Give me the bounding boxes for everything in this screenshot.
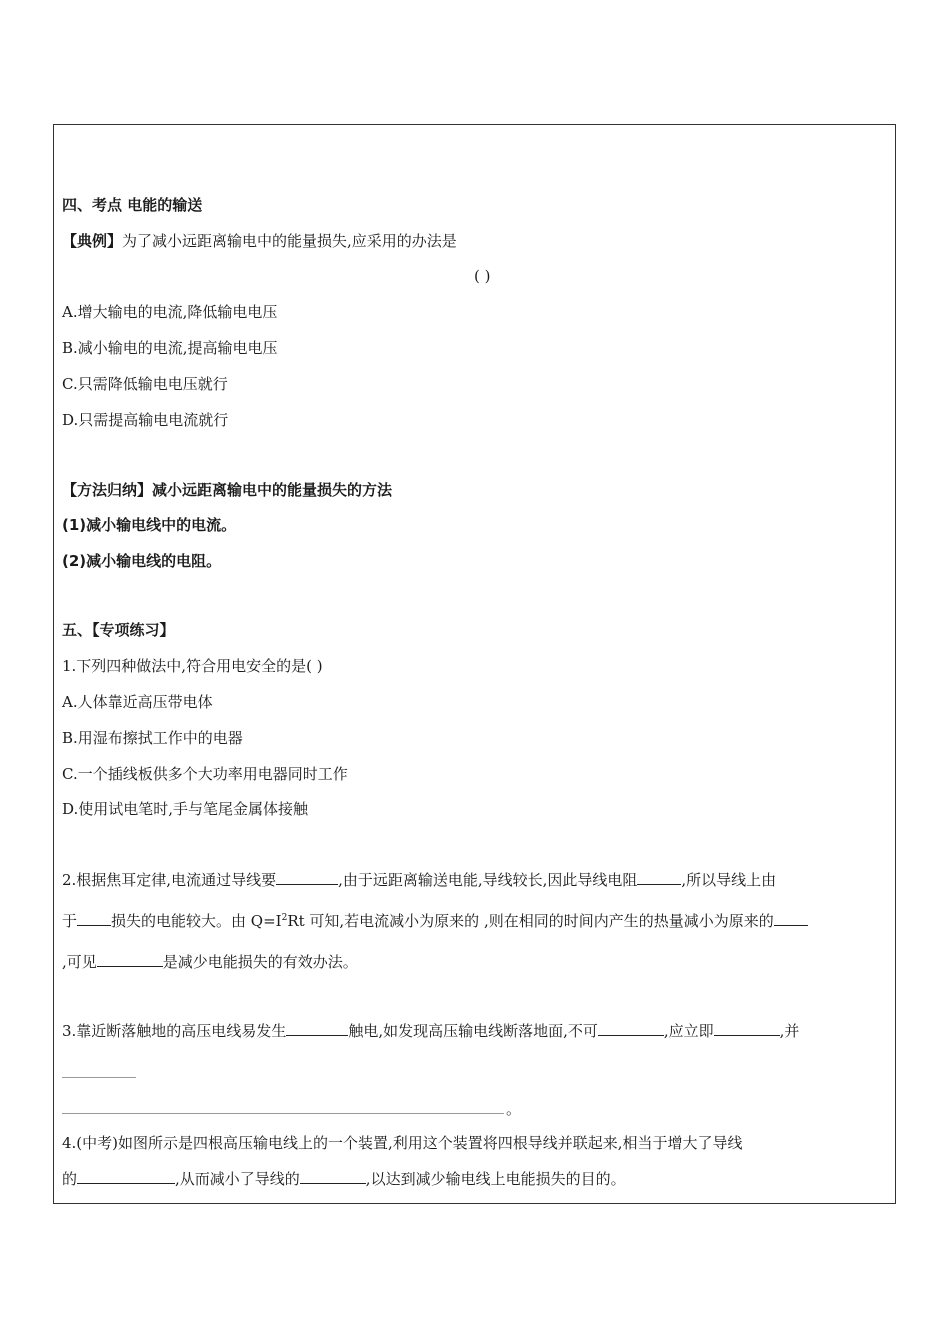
q4-blank-1[interactable] <box>77 1168 175 1184</box>
method-title: 【方法归纳】减小远距离输电中的能量损失的方法 <box>62 481 393 499</box>
option-a: A.增大输电的电流,降低输电电压 <box>62 303 278 321</box>
q3-blank-1[interactable] <box>286 1020 348 1036</box>
q4-blank-2[interactable] <box>300 1168 366 1184</box>
section4-heading: 四、考点 电能的输送 <box>62 196 203 214</box>
q2-blank-5[interactable] <box>97 951 163 967</box>
option-d: D.只需提高输电电流就行 <box>62 411 229 429</box>
answer-paren: ( ) <box>474 267 491 285</box>
q3-line-1: 3.靠近断落触地的高压电线易发生 触电,如发现高压输电线断落地面,不可 ,应立即 ,并 <box>62 1022 800 1040</box>
q1-option-d: D.使用试电笔时,手与笔尾金属体接触 <box>62 800 309 818</box>
q2-blank-4[interactable] <box>774 910 808 926</box>
q1-option-c: C.一个插线板供多个大功率用电器同时工作 <box>62 765 348 783</box>
q4-line-2: 的 ,从而减小了导线的 ,以达到减少输电线上电能损失的目的。 <box>62 1170 626 1188</box>
q1-option-b: B.用湿布擦拭工作中的电器 <box>62 729 243 747</box>
q1-stem: 1.下列四种做法中,符合用电安全的是( ) <box>62 657 323 675</box>
option-c: C.只需降低输电电压就行 <box>62 375 228 393</box>
option-b: B.减小输电的电流,提高输电电压 <box>62 339 278 357</box>
q3-blank-3[interactable] <box>714 1020 780 1036</box>
q2-blank-2[interactable] <box>637 869 681 885</box>
q1-option-a: A.人体靠近高压带电体 <box>62 693 213 711</box>
q3-blank-2[interactable] <box>598 1020 664 1036</box>
example-tag: 【典例】 <box>62 232 123 250</box>
q2-line-3: ,可见 是减少电能损失的有效办法。 <box>62 953 358 971</box>
q2-line-1: 2.根据焦耳定律,电流通过导线要 ,由于远距离输送电能,导线较长,因此导线电阻 ,所以导线上由 <box>62 871 777 889</box>
method-item-1: (1)减小输电线中的电流。 <box>62 516 237 534</box>
q2-line-2: 于 损失的电能较大。由 $Q=I^2Rt$ 可知,若电流减小为原来的 ,则在相同的时间内产生的热量减小为原来的 <box>62 910 808 931</box>
q4-line-1: 4.(中考)如图所示是四根高压输电线上的一个装置,利用这个装置将四根导线并联起来,相当于增大了导线 <box>62 1134 743 1152</box>
method-item-2: (2)减小输电线的电阻。 <box>62 552 222 570</box>
q2-blank-1[interactable] <box>276 869 338 885</box>
q3-blank-4[interactable] <box>62 1062 136 1078</box>
q2-blank-3[interactable] <box>77 910 111 926</box>
example-line <box>62 231 457 251</box>
q3-blank-5[interactable] <box>62 1098 504 1114</box>
section5-heading: 五、【专项练习】 <box>62 621 175 639</box>
q3-period: 。 <box>506 1100 522 1118</box>
example-text: 为了减小远距离输电中的能量损失,应采用的办法是 <box>122 232 457 250</box>
